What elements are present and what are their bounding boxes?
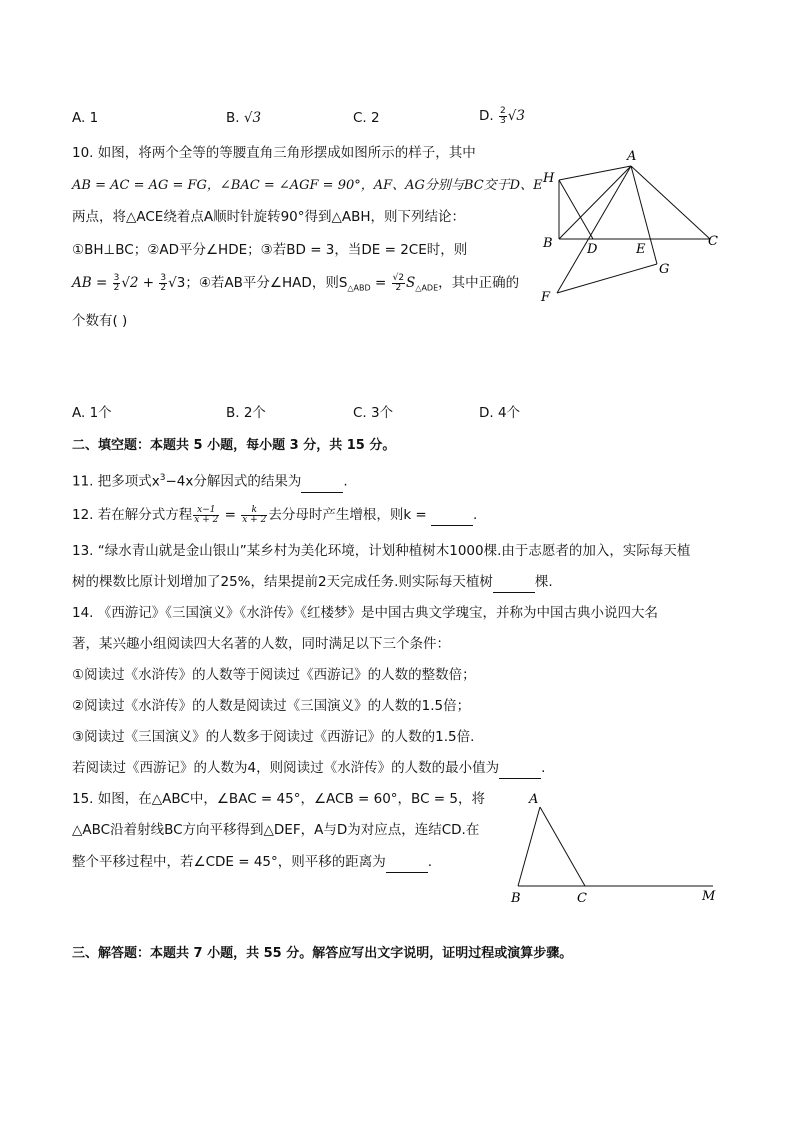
q14-condition-3: ③阅读过《三国演义》的人数多于阅读过《西游记》的人数的1.5倍. xyxy=(72,729,475,745)
q10-option-c[interactable]: C. 3个 xyxy=(353,405,394,421)
q14-condition-1: ①阅读过《水浒传》的人数等于阅读过《西游记》的人数的整数倍； xyxy=(72,667,476,683)
q9-option-b[interactable]: B. √3 xyxy=(226,110,262,126)
label-m: M xyxy=(702,889,716,904)
label-h: H xyxy=(543,171,555,186)
segment-fg xyxy=(557,264,657,293)
q14-condition-2: ②阅读过《水浒传》的人数是阅读过《三国演义》的人数的1.5倍； xyxy=(72,698,471,714)
q11: 11. 把多项式$x^3-4x$分解因式的结果为 . xyxy=(72,468,348,493)
section-2-heading: 二、填空题：本题共 5 小题，每小题 3 分，共 15 分。 xyxy=(72,438,396,453)
section-3-heading: 三、解答题：本题共 7 小题，共 55 分。解答应写出文字说明，证明过程或演算步骤。 xyxy=(72,946,573,961)
q10-option-d[interactable]: D. 4个 xyxy=(479,405,521,421)
q13-line-1: 13. “绿水青山就是金山银山”某乡村为美化环境，计划种植树木1000棵.由于志愿者的加入，实际每天植 xyxy=(72,543,691,559)
segment-ha xyxy=(559,166,631,180)
q10-figure xyxy=(535,145,725,310)
q14-line-6: 若阅读过《西游记》的人数为4，则阅读过《水浒传》的人数的最小值为 . xyxy=(72,758,545,779)
label-b: B xyxy=(543,236,553,251)
label-c: C xyxy=(708,234,718,249)
q10-line-6: 个数有( ) xyxy=(72,313,128,329)
q13-answer-blank[interactable] xyxy=(493,572,535,593)
label-a: A xyxy=(529,792,539,807)
q10-option-a[interactable]: A. 1个 xyxy=(72,405,112,421)
q12-answer-blank[interactable] xyxy=(431,505,473,526)
segment-ac xyxy=(540,807,585,886)
label-c: C xyxy=(577,891,587,906)
q10-line-3: 两点，将△ACE绕着点A顺时针旋转90°得到△ABH，则下列结论： xyxy=(72,209,466,225)
q15-line-1: 15. 如图，在△ABC中，∠BAC = 45°，∠ACB = 60°，BC = 5，将 xyxy=(72,791,485,807)
q15-figure xyxy=(505,790,720,910)
label-e: E xyxy=(636,242,646,257)
segment-ac xyxy=(631,166,710,239)
q11-answer-blank[interactable] xyxy=(301,472,343,493)
q9-option-a[interactable]: A. 1 xyxy=(72,110,99,126)
q14-line-2: 著，某兴趣小组阅读四大名著的人数，同时满足以下三个条件： xyxy=(72,636,450,652)
q15-line-3: 整个平移过程中，若∠CDE = 45°，则平移的距离为 . xyxy=(72,852,432,873)
q12: 12. 若在解分式方程 $\frac{x-1}{x + 2}$ = $\frac{k}{x + 2}$ 去分母时产生增根，则k = . xyxy=(72,504,478,525)
label-g: G xyxy=(659,262,670,277)
segment-ba xyxy=(518,807,540,886)
q14-line-1: 14. 《西游记》《三国演义》《水浒传》《红楼梦》是中国古典文学瑰宝，并称为中国古典小说四大名 xyxy=(72,605,659,621)
label-a: A xyxy=(627,149,637,164)
q10-line-1: 10. 如图，将两个全等的等腰直角三角形摆成如图所示的样子，其中 xyxy=(72,145,476,161)
q10-option-b[interactable]: B. 2个 xyxy=(226,405,266,421)
label-b: B xyxy=(511,891,521,906)
label-f: F xyxy=(541,290,551,305)
q15-line-2: △ABC沿着射线BC方向平移得到△DEF，A与D为对应点，连结CD.在 xyxy=(72,822,480,838)
q10-line-5: AB = $\frac{3}{2}$ √2 + $\frac{3}{2}$ √3；④若AB平分∠HAD，则$S_{\triangle ABD}$ = $\frac{√2}{2}$ $S_{\triangle ADE}$，其中正确的 xyxy=(72,272,520,293)
q10-line-4: ①BH⊥BC；②AD平分∠HDE；③若BD = 3，当DE = 2CE时，则 xyxy=(72,242,468,258)
label-d: D xyxy=(587,242,598,257)
q9-option-c[interactable]: C. 2 xyxy=(353,110,380,126)
q15-answer-blank[interactable] xyxy=(386,852,428,873)
q13-line-2: 树的棵数比原计划增加了25%，结果提前2天完成任务.则实际每天植树 棵. xyxy=(72,572,553,593)
q10-line-2: AB = AC = AG = FG，∠BAC = ∠AGF = 90°，AF、AG分别与BC交于D、E xyxy=(72,178,543,193)
q14-answer-blank[interactable] xyxy=(499,758,541,779)
q9-option-d[interactable]: D. $\frac{2}{3}$ √3 xyxy=(479,105,525,126)
